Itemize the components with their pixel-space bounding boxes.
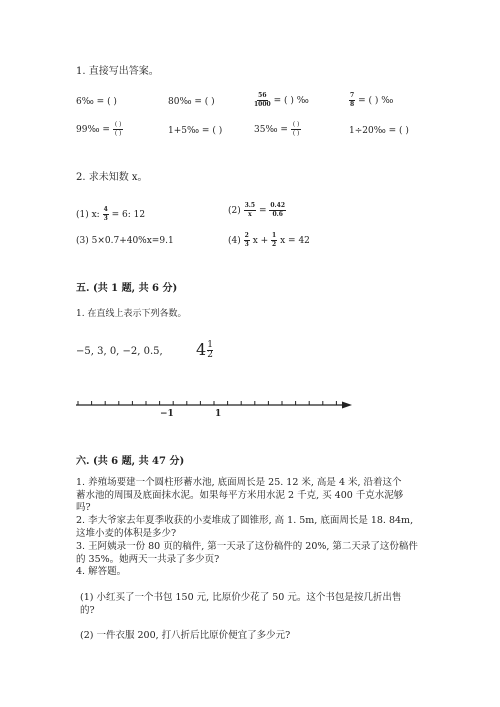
q-99-permille: 99‰ = $\frac{( )}{( )}$ [76,121,122,137]
question-3: 3. 王阿姨录一份 80 页的稿件, 第一天录了这份稿件的 20%, 第二天录了这份稿件 的 35%。她两天一共录了多少页? [76,541,418,565]
question-2: 2. 李大爷家去年夏季收获的小麦堆成了圆锥形, 高 1. 5m, 底面周长是 18. 84m, 这堆小麦的体积是多少? [76,515,414,539]
q-35-permille: 35‰ = $\frac{( )}{( )}$ [254,121,300,137]
arrow-head-icon [342,402,352,409]
q-6-permille: 6‰ = ( ) [76,97,117,107]
fraction: $\frac{7}{8}$ [350,92,355,108]
fraction: $\frac{56}{1000}$ [254,92,271,108]
sub-question-1: (1) 小红买了一个书包 150 元, 比原价少花了 50 元。这个书包是按几折出售 的? [80,592,402,616]
q-80-permille: 80‰ = ( ) [168,97,215,107]
blank-fraction: $\frac{( )}{( )}$ [292,121,300,137]
section5-question-1: 1. 在直线上表示下列各数。 [76,309,187,319]
q-1-div-20-permille: 1÷20‰ = ( ) [349,126,409,136]
q-fraction-56-1000: $\frac{56}{1000}$ = ( ) ‰ [254,92,309,108]
equation-3: (3) 5×0.7+40%x=9.1 [76,236,174,246]
section5-title: 五. (共 1 题, 共 6 分) [76,283,178,294]
question-1: 1. 养殖场要建一个圆柱形蓄水池, 底面周长是 25. 12 米, 高是 4 米, 沿着这个 蓄水池的周围及底面抹水泥。如果每平方米用水泥 2 千克, 买 400 千克水泥够 吗? [76,477,404,513]
section6-title: 六. (共 6 题, 共 47 分) [76,456,185,467]
label-1: 1 [215,409,222,419]
label-minus-1: −1 [160,409,174,419]
section1-heading: 1. 直接写出答案。 [76,66,159,77]
section2-heading: 2. 求未知数 x。 [76,172,148,183]
blank-fraction: $\frac{( )}{( )}$ [114,121,122,137]
q-fraction-7-8: $\frac{7}{8}$ = ( ) ‰ [350,92,394,108]
mixed-number: 4 $\frac{1}{2}$ [196,340,213,360]
numbers-list: −5, 3, 0, −2, 0.5, [76,346,163,357]
equation-4: (4) $\frac{2}{3}$ x + $\frac{1}{2}$ x = 42 [228,232,310,248]
q-1-plus-5-permille: 1+5‰ = ( ) [168,126,223,136]
question-4: 4. 解答题。 [76,566,127,577]
equation-2: (2) $\frac{3.5}{x}$ = $\frac{0.42}{0.6}$ [228,202,285,218]
sub-question-2: (2) 一件衣服 200, 打八折后比原价便宜了多少元? [80,630,291,641]
equation-1: (1) x: $\frac{4}{3}$ = 6: 12 [76,206,146,222]
